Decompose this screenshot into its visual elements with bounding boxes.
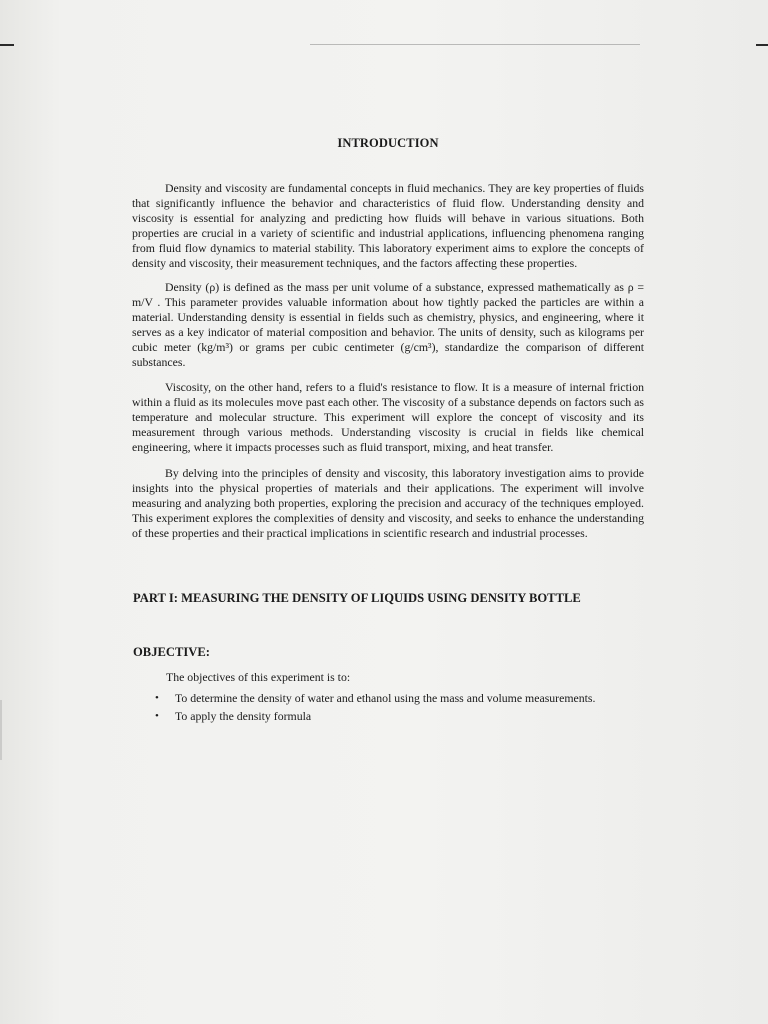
intro-paragraph-4: By delving into the principles of density and viscosity, this laboratory investigation aims to provide insights into the physical properties of materials and their applications. The experiment will involve measuring and analyzing both properties, exploring the precision and accuracy of the techniques employed. This experiment explores the complexities of density and viscosity, and seeks to enhance the understanding of these properties and their practical implications in scientific research and industrial processes. bbox=[132, 466, 644, 540]
list-item bbox=[132, 709, 644, 724]
list-item bbox=[132, 691, 644, 706]
intro-paragraph-3: Viscosity, on the other hand, refers to a fluid's resistance to flow. It is a measure of internal friction within a fluid as its molecules move past each other. The viscosity of a substance depends on factors such as temperature and molecular structure. This experiment will explore the concept of viscosity and its measurement through various methods. Understanding viscosity is crucial in fields like chemical engineering, where it impacts processes such as fluid transport, mixing, and heat transfer. bbox=[132, 380, 644, 454]
scan-edge-shadow bbox=[0, 700, 2, 760]
intro-paragraph-1: Density and viscosity are fundamental concepts in fluid mechanics. They are key properties of fluids that significantly influence the behavior and characteristics of fluid flow. Understanding density and viscosity is essential for analyzing and predicting how fluids will behave in various situations. Both properties are crucial in a variety of scientific and industrial applications, influencing phenomena ranging from fluid flow dynamics to material stability. This laboratory experiment aims to explore the concepts of density and viscosity, their measurement techniques, and the factors affecting these properties. bbox=[132, 181, 644, 270]
page-edge-mark-left bbox=[0, 44, 14, 46]
objective-text: To determine the density of water and ethanol using the mass and volume measurements. bbox=[175, 691, 596, 705]
intro-paragraph-2: Density (ρ) is defined as the mass per unit volume of a substance, expressed mathematically as ρ = m/V . This parameter provides valuable information about how tightly packed the particles are within a material. Understanding density is essential in fields such as chemistry, physics, and engineering, where it serves as a key indicator of material composition and behavior. The units of density, such as kilograms per cubic meter (kg/m³) or grams per cubic centimeter (g/cm³), standardize the comparison of different substances. bbox=[132, 280, 644, 369]
part-heading: PART I: MEASURING THE DENSITY OF LIQUIDS USING DENSITY BOTTLE bbox=[133, 591, 581, 605]
section-title: INTRODUCTION bbox=[337, 136, 439, 150]
page-edge-mark-right bbox=[756, 44, 768, 46]
objective-text: To apply the density formula bbox=[175, 709, 312, 723]
bullet-icon: • bbox=[155, 692, 159, 704]
bullet-icon: • bbox=[155, 710, 159, 722]
objective-heading: OBJECTIVE: bbox=[133, 645, 210, 659]
objective-list bbox=[132, 691, 644, 724]
document-page bbox=[132, 134, 644, 727]
objective-lead: The objectives of this experiment is to: bbox=[166, 670, 351, 684]
top-rule-line bbox=[310, 44, 640, 45]
